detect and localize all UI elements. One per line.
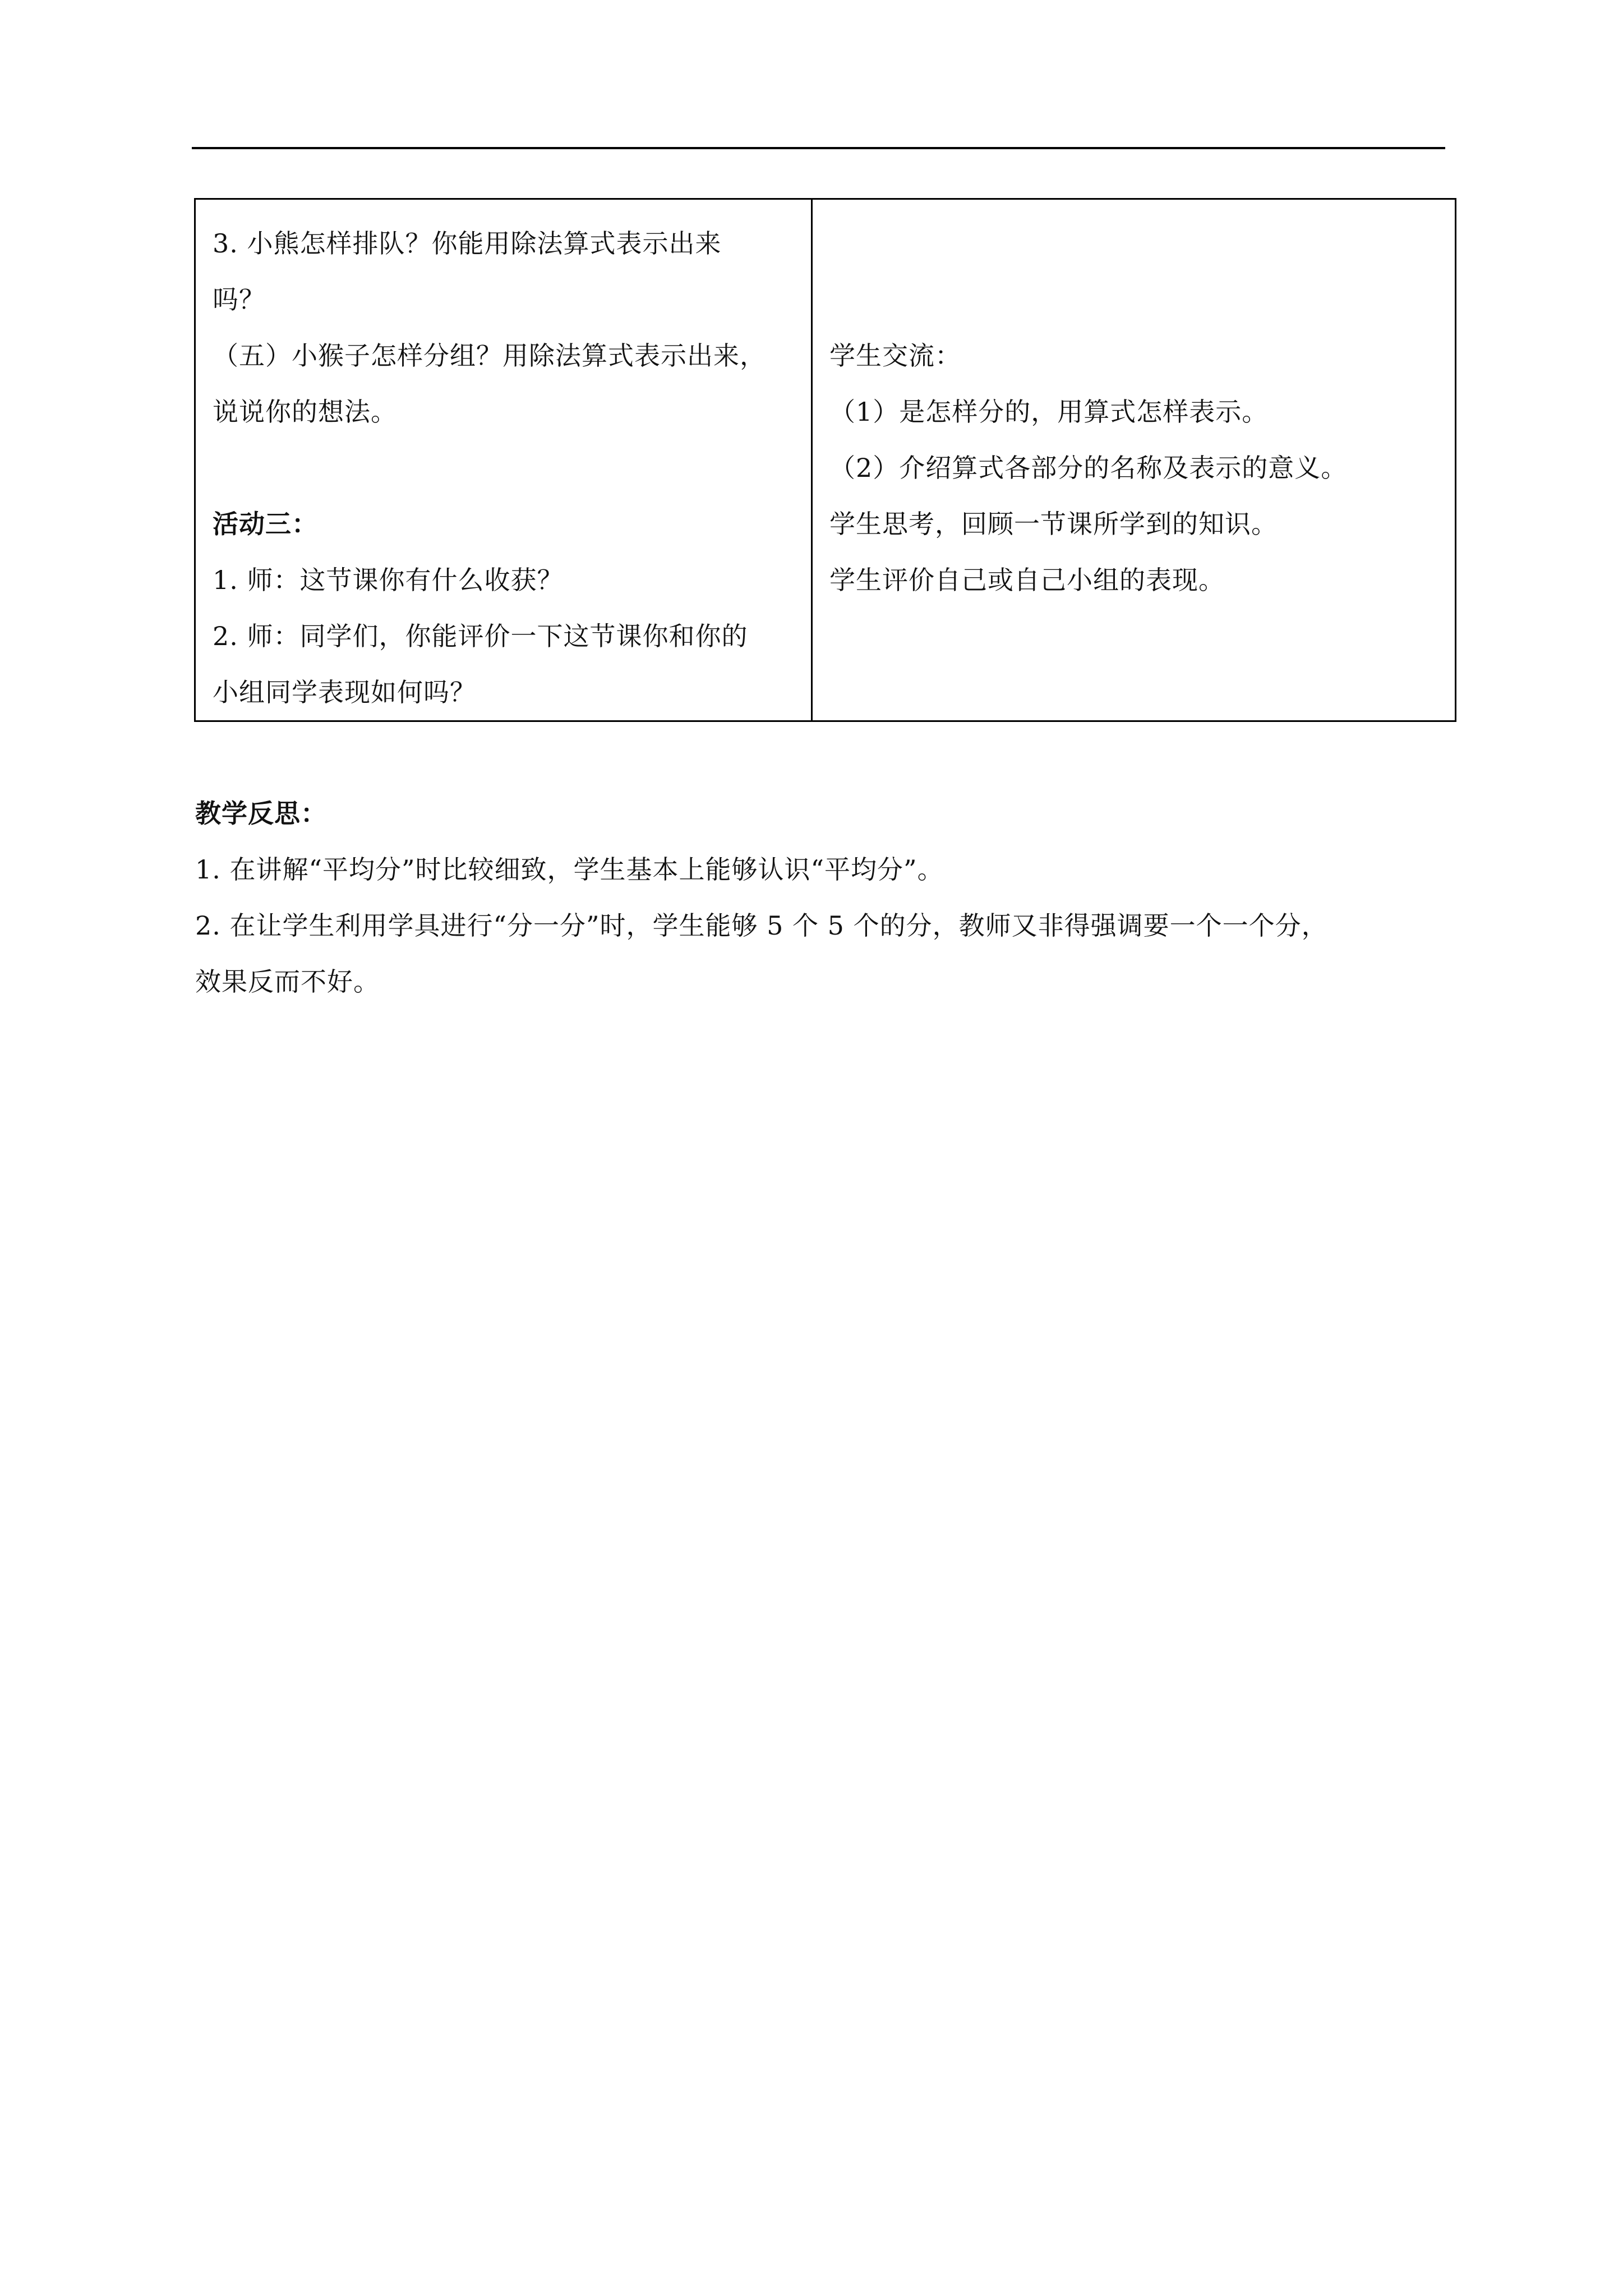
student-activity-cell bbox=[812, 199, 1456, 721]
reflection-title: 教学反思： bbox=[195, 798, 327, 829]
right-line-blank-2 bbox=[829, 272, 1444, 328]
reflection-line-1: 1. 在讲解“平均分”时比较细致，学生基本上能够认识“平均分”。 bbox=[195, 854, 944, 885]
left-line-3: （五）小猴子怎样分组？用除法算式表示出来， bbox=[213, 341, 766, 371]
left-line-2: 吗？ bbox=[213, 284, 265, 315]
right-line-4: （1）是怎样分的，用算式怎样表示。 bbox=[829, 397, 1269, 427]
left-line-4: 说说你的想法。 bbox=[213, 397, 397, 427]
right-line-blank-1 bbox=[829, 215, 1444, 272]
left-line-8: 2. 师：同学们，你能评价一下这节课你和你的 bbox=[213, 621, 748, 651]
left-line-7: 1. 师：这节课你有什么收获？ bbox=[213, 565, 564, 595]
reflection-line-2: 2. 在让学生利用学具进行“分一分”时，学生能够 5 个 5 个的分，教师又非得强调要一个一个分， bbox=[195, 910, 1328, 941]
table-row bbox=[195, 199, 1456, 721]
right-line-5: （2）介绍算式各部分的名称及表示的意义。 bbox=[829, 453, 1348, 483]
left-line-9: 小组同学表现如何吗？ bbox=[213, 677, 476, 707]
right-line-7: 学生评价自己或自己小组的表现。 bbox=[829, 565, 1225, 595]
lesson-table bbox=[194, 198, 1456, 722]
left-line-blank bbox=[213, 440, 800, 496]
header-rule bbox=[192, 147, 1445, 149]
activity-three-heading: 活动三： bbox=[213, 509, 318, 539]
reflection-line-3: 效果反而不好。 bbox=[195, 967, 380, 997]
left-line-1: 3. 小熊怎样排队？你能用除法算式表示出来 bbox=[213, 228, 722, 259]
right-line-6: 学生思考，回顾一节课所学到的知识。 bbox=[829, 509, 1278, 539]
teacher-activity-cell bbox=[195, 199, 812, 721]
teaching-reflection bbox=[195, 785, 1451, 1010]
right-line-3: 学生交流： bbox=[829, 341, 961, 371]
